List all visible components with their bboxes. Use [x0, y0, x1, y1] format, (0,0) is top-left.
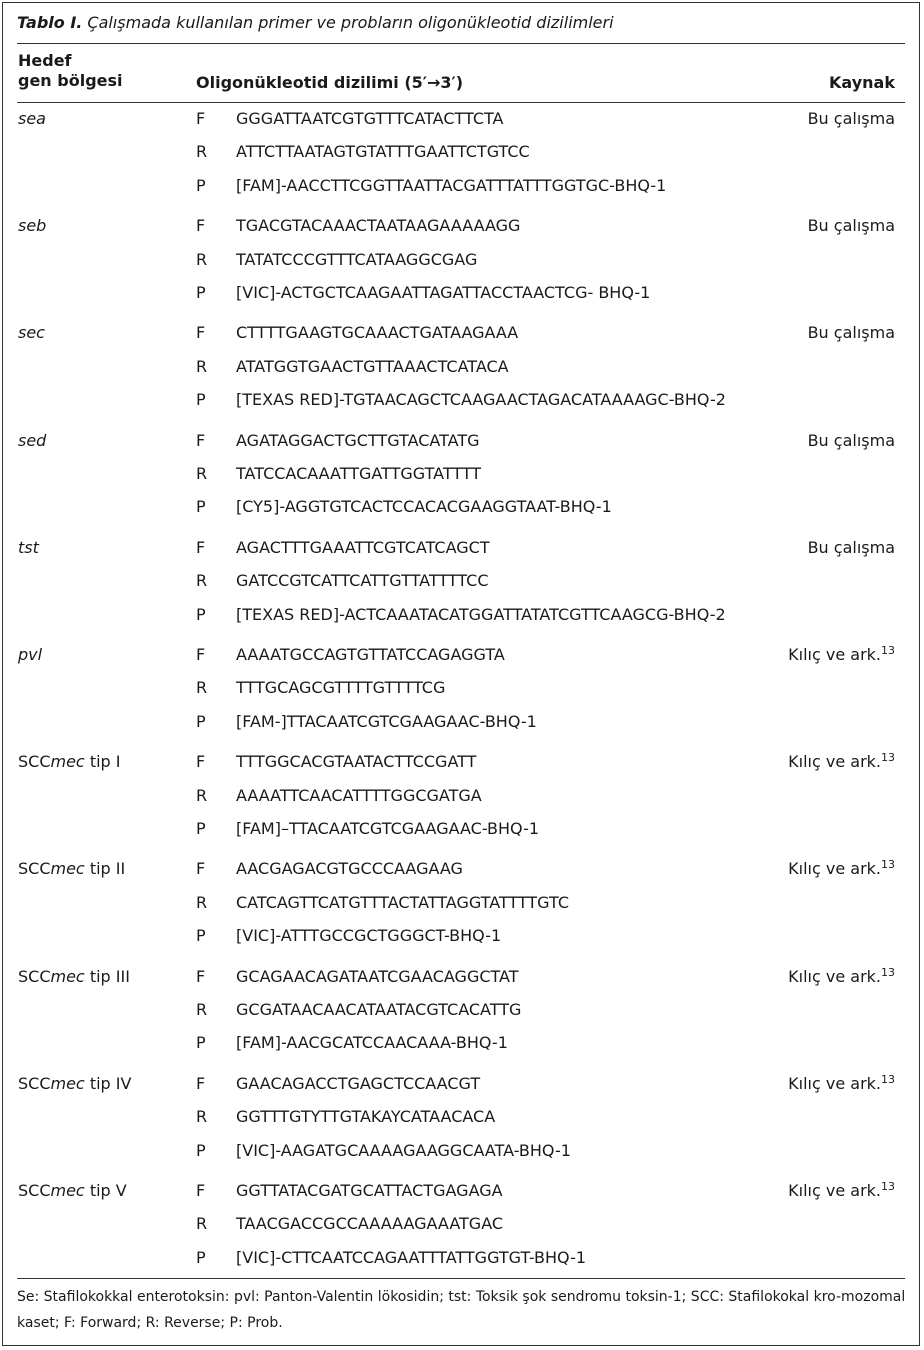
- oligo-sequence: TAACGACCGCCAAAAAGAAATGAC: [236, 1214, 504, 1234]
- source-cell: [808, 216, 895, 236]
- oligo-sequence: [TEXAS RED]-ACTCAAATACATGGATTATATCGTTCAAGCG-BHQ-2: [236, 604, 726, 624]
- source-cell: [788, 752, 895, 772]
- strand-label: P: [196, 283, 206, 302]
- gene-italic: mec: [50, 752, 85, 772]
- strand-label: P: [196, 711, 206, 731]
- strand-label: P: [196, 604, 206, 624]
- strand-label: F: [196, 430, 206, 450]
- oligo-sequence: AGATAGGACTGCTTGTACATATG: [236, 430, 480, 450]
- caption-label: Tablo I.: [17, 13, 83, 32]
- gene-suffix: tip II: [84, 859, 126, 879]
- header-sequence: Oligonükleotid dizilimi (5′→3′): [196, 73, 464, 92]
- strand-label: F: [196, 752, 206, 772]
- source-text: Bu çalışma: [807, 109, 895, 128]
- source-text: Kılıç ve ark.: [788, 859, 881, 879]
- source-text: Kılıç ve ark.: [788, 1181, 881, 1200]
- strand-label: R: [196, 785, 208, 805]
- gene-region: [18, 538, 39, 558]
- gene-prefix: SCC: [18, 859, 51, 879]
- reference-number: 13: [881, 644, 895, 657]
- source-cell: [808, 109, 895, 129]
- header-gene-line1: Hedef: [18, 51, 72, 70]
- gene-region: [18, 323, 45, 343]
- strand-label: R: [196, 356, 208, 376]
- strand-label: F: [196, 1181, 206, 1200]
- strand-label: P: [196, 1140, 206, 1160]
- gene-region: [18, 216, 46, 236]
- gene-prefix: SCC: [18, 1073, 51, 1093]
- oligo-sequence: GAACAGACCTGAGCTCCAACGT: [236, 1073, 481, 1093]
- source-text: Bu çalışma: [807, 430, 895, 450]
- source-text: Kılıç ve ark.: [788, 645, 881, 664]
- gene-italic: sed: [18, 430, 47, 450]
- reference-number: 13: [881, 1180, 895, 1193]
- oligo-sequence: [FAM]–TTACAATCGTCGAAGAAC-BHQ-1: [236, 819, 540, 838]
- oligo-sequence: [VIC]-ATTTGCCGCTGGGCT-BHQ-1: [236, 926, 502, 946]
- strand-label: P: [196, 819, 206, 838]
- gene-italic: tst: [18, 537, 39, 557]
- gene-italic: mec: [50, 859, 85, 879]
- strand-label: P: [196, 390, 206, 410]
- source-cell: [788, 967, 895, 987]
- gene-region: [18, 431, 46, 451]
- oligo-sequence: AACGAGACGTGCCCAAGAAG: [236, 859, 463, 879]
- reference-number: 13: [881, 751, 895, 765]
- caption-text: Çalışmada kullanılan primer ve probların oligonükleotid dizilimleri: [82, 13, 614, 32]
- strand-label: F: [196, 1073, 206, 1093]
- oligo-sequence: ATATGGTGAACTGTTAAACTCATACA: [236, 356, 509, 376]
- source-cell: [788, 645, 895, 665]
- gene-italic: sec: [18, 323, 45, 343]
- strand-label: F: [196, 109, 206, 128]
- oligo-sequence: [CY5]-AGGTGTCACTCCACACGAAGGTAAT-BHQ-1: [236, 497, 612, 517]
- gene-italic: mec: [50, 1073, 85, 1093]
- oligo-sequence: GCGATAACAACATAATACGTCACATTG: [236, 1000, 522, 1019]
- gene-region: [18, 1181, 127, 1201]
- strand-label: P: [196, 497, 206, 517]
- strand-label: R: [196, 142, 208, 162]
- strand-label: F: [196, 216, 206, 236]
- strand-label: R: [196, 678, 208, 698]
- top-rule: [17, 43, 905, 44]
- gene-prefix: SCC: [18, 1181, 51, 1200]
- gene-region: [18, 752, 121, 772]
- oligo-sequence: [VIC]-AAGATGCAAAAGAAGGCAATA-BHQ-1: [236, 1140, 571, 1160]
- strand-label: R: [196, 892, 208, 912]
- strand-label: P: [196, 1033, 206, 1053]
- gene-region: [18, 645, 42, 665]
- oligo-sequence: [FAM]-AACCTTCGGTTAATTACGATTTATTTGGTGC-BHQ-1: [236, 175, 667, 195]
- source-cell: [808, 431, 895, 451]
- reference-number: 13: [881, 965, 895, 979]
- source-text: Bu çalışma: [807, 323, 895, 343]
- source-cell: [788, 1181, 895, 1201]
- oligo-sequence: AAAATGCCAGTGTTATCCAGAGGTA: [236, 645, 505, 664]
- strand-label: P: [196, 175, 206, 195]
- table-figure: [2, 2, 920, 1346]
- gene-suffix: tip IV: [84, 1073, 132, 1093]
- strand-label: F: [196, 323, 206, 343]
- oligo-sequence: TATATCCCGTTTCATAAGGCGAG: [236, 249, 478, 269]
- gene-region: [18, 967, 130, 987]
- strand-label: P: [196, 926, 206, 946]
- gene-prefix: SCC: [18, 752, 51, 772]
- source-cell: [788, 1074, 895, 1094]
- header-gene: [18, 51, 123, 91]
- strand-label: R: [196, 1107, 208, 1127]
- source-text: Kılıç ve ark.: [788, 752, 881, 772]
- oligo-sequence: [TEXAS RED]-TGTAACAGCTCAAGAACTAGACATAAAAGC-BHQ-2: [236, 390, 726, 410]
- header-source: Kaynak: [829, 73, 895, 92]
- strand-label: R: [196, 1000, 208, 1019]
- oligo-sequence: CTTTTGAAGTGCAAACTGATAAGAAA: [236, 323, 519, 343]
- source-text: Kılıç ve ark.: [788, 966, 881, 986]
- oligo-sequence: TTTGGCACGTAATACTTCCGATT: [236, 752, 477, 772]
- strand-label: F: [196, 537, 206, 557]
- source-text: Kılıç ve ark.: [788, 1073, 881, 1093]
- strand-label: R: [196, 249, 208, 269]
- gene-suffix: tip I: [84, 752, 121, 772]
- source-text: Bu çalışma: [807, 537, 895, 557]
- header-rule: [17, 102, 905, 103]
- oligo-sequence: GATCCGTCATTCATTGTTATTTTCC: [236, 571, 489, 591]
- strand-label: R: [196, 1214, 208, 1234]
- gene-italic: pvl: [18, 645, 43, 664]
- oligo-sequence: GGGATTAATCGTGTTTCATACTTCTA: [236, 109, 504, 128]
- bottom-rule: [17, 1278, 905, 1279]
- gene-region: [18, 859, 125, 879]
- gene-suffix: tip V: [84, 1181, 127, 1200]
- source-text: Bu çalışma: [807, 216, 895, 236]
- gene-suffix: tip III: [84, 966, 130, 986]
- gene-region: [18, 109, 46, 129]
- gene-prefix: SCC: [18, 966, 51, 986]
- oligo-sequence: AGACTTTGAAATTCGTCATCAGCT: [236, 537, 490, 557]
- oligo-sequence: GGTTTGTYTTGTAKAYCATAACACA: [236, 1107, 496, 1127]
- gene-region: [18, 1074, 131, 1094]
- oligo-sequence: GGTTATACGATGCATTACTGAGAGA: [236, 1181, 503, 1200]
- reference-number: 13: [881, 1072, 895, 1086]
- oligo-sequence: ATTCTTAATAGTGTATTTGAATTCTGTCC: [236, 142, 530, 162]
- oligo-sequence: [VIC]-ACTGCTCAAGAATTAGATTACCTAACTCG- BHQ-1: [236, 283, 651, 302]
- gene-italic: mec: [50, 966, 85, 986]
- oligo-sequence: [FAM-]TTACAATCGTCGAAGAAC-BHQ-1: [236, 711, 537, 731]
- oligo-sequence: TTTGCAGCGTTTTGTTTTCG: [236, 678, 446, 698]
- oligo-sequence: AAAATTCAACATTTTGGCGATGA: [236, 785, 482, 805]
- gene-italic: sea: [18, 109, 46, 128]
- oligo-sequence: GCAGAACAGATAATCGAACAGGCTAT: [236, 966, 519, 986]
- oligo-sequence: TGACGTACAAACTAATAAGAAAAAGG: [236, 216, 521, 236]
- gene-italic: seb: [18, 216, 47, 236]
- strand-label: F: [196, 966, 206, 986]
- header-gene-line2: gen bölgesi: [18, 71, 123, 90]
- strand-label: P: [196, 1247, 206, 1267]
- oligo-sequence: TATCCACAAATTGATTGGTATTTT: [236, 464, 482, 483]
- strand-label: R: [196, 464, 208, 483]
- gene-italic: mec: [50, 1181, 85, 1200]
- table-footnote: Se: Stafilokokkal enterotoksin: pvl: Panton-Valentin lökosidin; tst: Toksik şok sendromu toksin-1; SCC: Stafilokokal kro-mozomal kaset; F: Forward; R: Reverse; P: Prob.: [17, 1289, 906, 1331]
- source-cell: [808, 323, 895, 343]
- strand-label: F: [196, 859, 206, 879]
- oligo-sequence: CATCAGTTCATGTTTACTATTAGGTATTTTGTC: [236, 892, 569, 912]
- reference-number: 13: [881, 858, 895, 872]
- strand-label: R: [196, 571, 208, 591]
- table-caption: [17, 13, 614, 32]
- source-cell: [788, 859, 895, 879]
- source-cell: [808, 538, 895, 558]
- oligo-sequence: [FAM]-AACGCATCCAACAAA-BHQ-1: [236, 1033, 508, 1053]
- strand-label: F: [196, 645, 206, 664]
- oligo-sequence: [VIC]-CTTCAATCCAGAATTTATTGGTGT-BHQ-1: [236, 1247, 587, 1267]
